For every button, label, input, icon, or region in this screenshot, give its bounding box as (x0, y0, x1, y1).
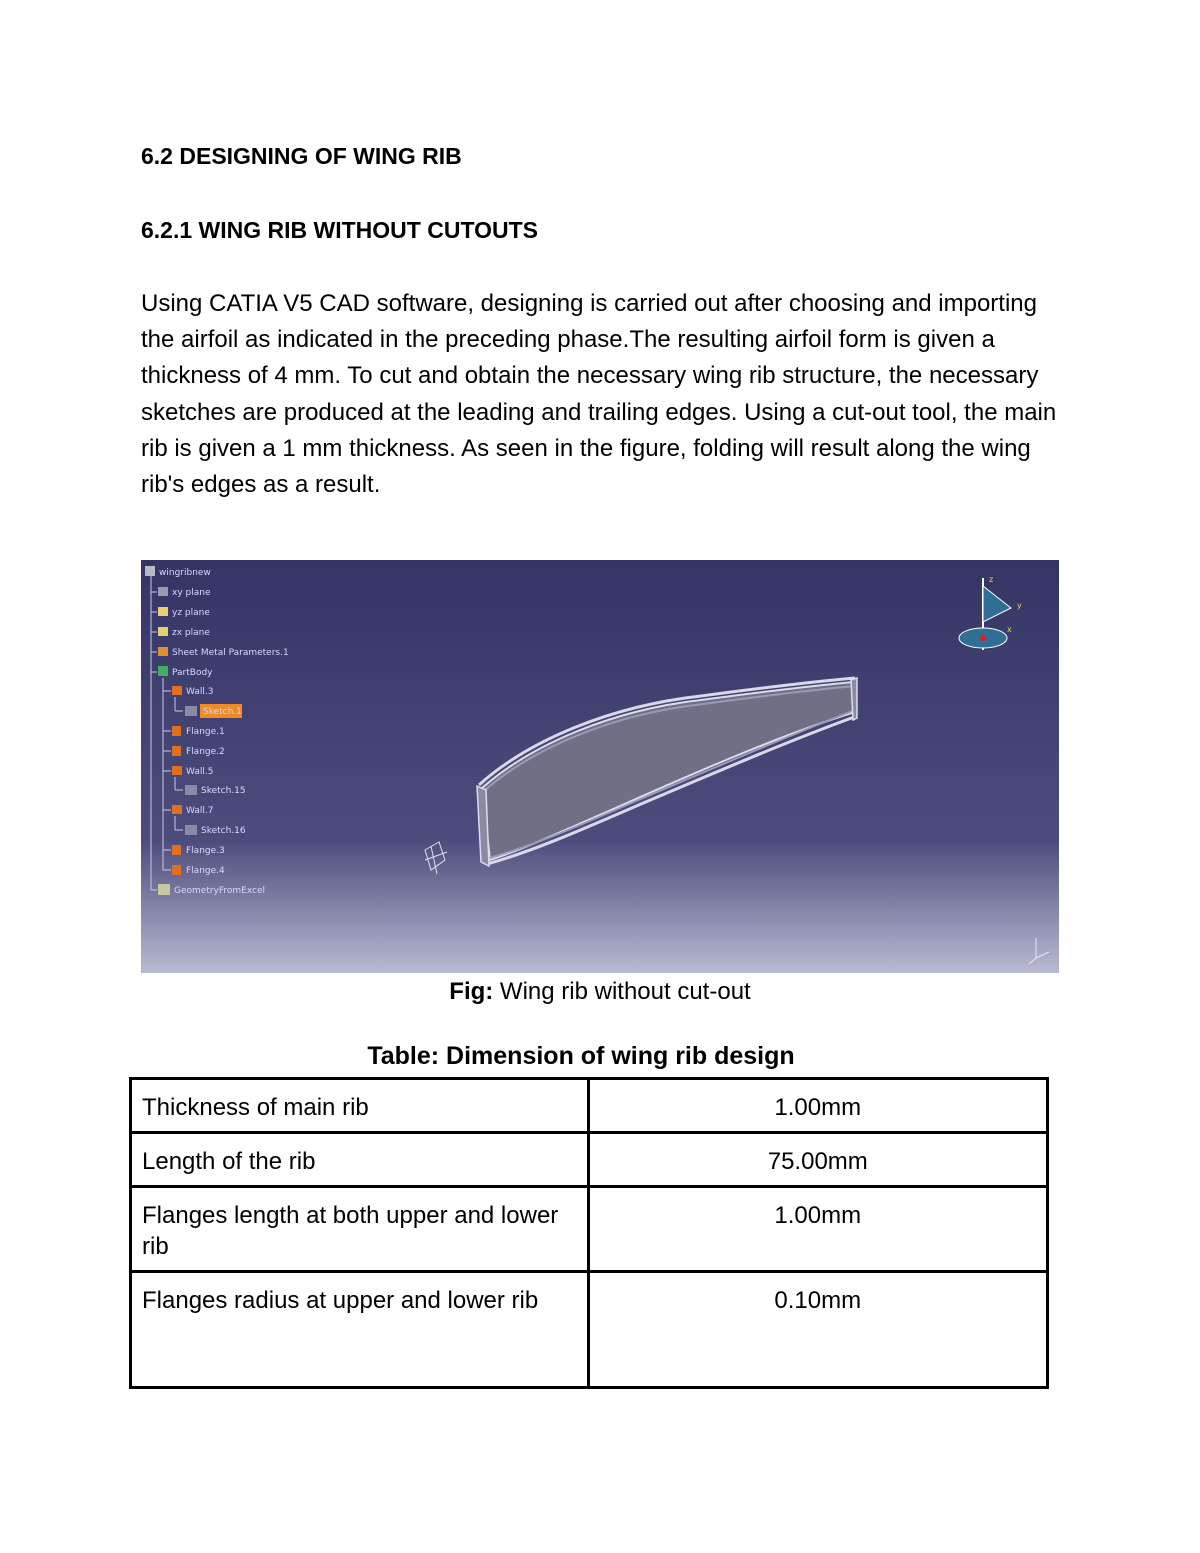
flange-icon (172, 845, 181, 855)
plane-icon (158, 627, 168, 636)
flange-icon (172, 865, 181, 875)
tree-node-label: Wall.7 (186, 806, 214, 816)
caption-prefix: Fig: (449, 978, 494, 1005)
row-label: Flanges radius at upper and lower rib (131, 1272, 589, 1388)
tree-node-label: xy plane (172, 588, 211, 598)
plane-icon (158, 607, 168, 616)
tree-node-label: Sketch.16 (201, 826, 246, 836)
row-label: Length of the rib (131, 1133, 589, 1187)
table-row (131, 1079, 1048, 1133)
tree-node-label: Wall.3 (186, 687, 214, 697)
body-paragraph: Using CATIA V5 CAD software, designing is carried out after choosing and importing the airfoil as indicated in the preceding phase.The resulting airfoil form is given a thickness of 4 mm. To cut and obtain the necessary wing rib structure, the necessary sketches are produced at the leading and trailing edges. Using a cut-out tool, the main rib is given a 1 mm thickness. As seen in the figure, folding will result along the wing rib's edges as a result. (141, 290, 1057, 499)
subsection-heading: 6.2.1 WING RIB WITHOUT CUTOUTS (141, 217, 538, 243)
table-title: Table: Dimension of wing rib design (367, 1042, 795, 1070)
tree-node-label: Flange.2 (186, 747, 225, 757)
tree-node-label: zx plane (172, 628, 210, 638)
geometry-icon (158, 884, 170, 895)
tree-node-label: wingribnew (159, 568, 211, 578)
row-label: Flanges length at both upper and lower rib (131, 1187, 589, 1272)
cad-screenshot-figure (141, 560, 1059, 973)
flange-icon (172, 746, 181, 756)
sheet-metal-icon (158, 647, 168, 656)
row-value: 1.00mm (588, 1079, 1047, 1133)
tree-node-label: Flange.3 (186, 846, 225, 856)
tree-node-label: Wall.5 (186, 767, 214, 777)
wall-icon (172, 805, 182, 814)
caption-text: Wing rib without cut-out (493, 978, 751, 1005)
tree-node-label: Flange.1 (186, 727, 225, 737)
figure-caption (0, 978, 1200, 1006)
row-value: 0.10mm (588, 1272, 1047, 1388)
sketch-icon (185, 706, 197, 716)
tree-node-label: Sketch.15 (201, 786, 246, 796)
tree-node-label-selected: Sketch.1 (203, 707, 242, 717)
svg-text:x: x (1007, 625, 1012, 634)
row-value: 1.00mm (588, 1187, 1047, 1272)
plane-icon (158, 587, 168, 596)
row-label: Thickness of main rib (131, 1079, 589, 1133)
tree-node-label: yz plane (172, 608, 210, 618)
section-heading: 6.2 DESIGNING OF WING RIB (141, 143, 462, 169)
wall-icon (172, 766, 182, 775)
svg-text:y: y (1017, 601, 1022, 610)
part-icon (145, 566, 155, 576)
sketch-icon (185, 825, 197, 835)
table-row (131, 1133, 1048, 1187)
tree-node-label: Flange.4 (186, 866, 225, 876)
tree-node-label: Sheet Metal Parameters.1 (172, 648, 289, 658)
body-icon (158, 666, 168, 676)
wall-icon (172, 686, 182, 695)
table-row (131, 1272, 1048, 1388)
table-row (131, 1187, 1048, 1272)
svg-text:z: z (989, 575, 994, 584)
dimension-table (129, 1077, 1049, 1389)
tree-node-label: PartBody (172, 668, 213, 678)
row-value: 75.00mm (588, 1133, 1047, 1187)
tree-node-label: GeometryFromExcel (174, 886, 266, 896)
flange-icon (172, 726, 181, 736)
sketch-icon (185, 785, 197, 795)
